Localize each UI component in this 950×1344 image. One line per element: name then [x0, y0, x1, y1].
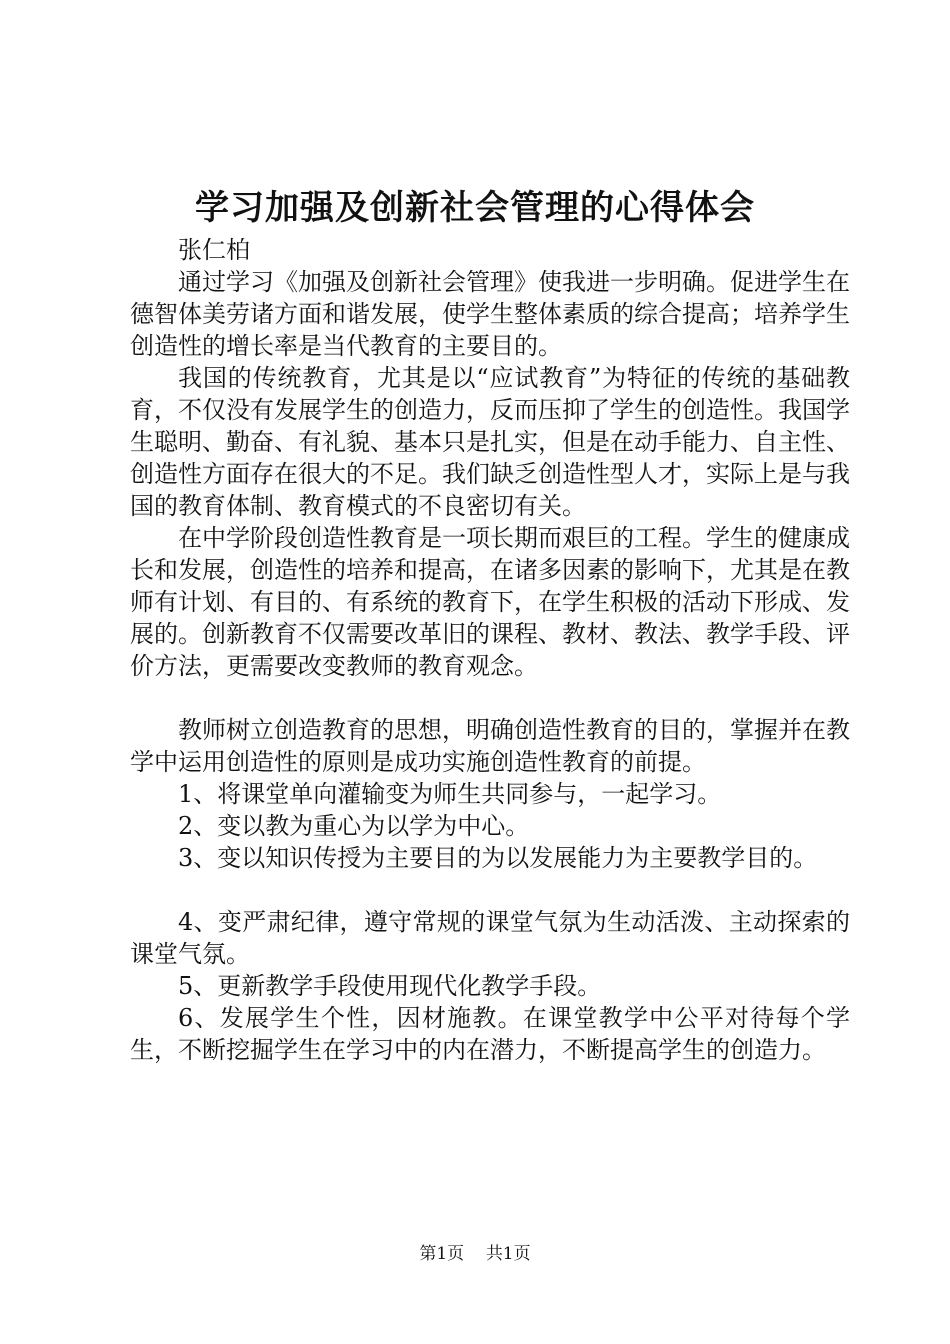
author-name: 张仁柏 — [178, 236, 250, 264]
blank-line — [130, 682, 850, 714]
blank-line — [130, 874, 850, 906]
paragraph: 教师树立创造教育的思想，明确创造性教育的目的，掌握并在教学中运用创造性的原则是成功实施创造性教育的前提。 — [130, 716, 850, 776]
paragraph: 通过学习《加强及创新社会管理》使我进一步明确。促进学生在德智体美劳诸方面和谐发展，使学生整体素质的综合提高；培养学生创造性的增长率是当代教育的主要目的。 — [130, 268, 850, 360]
page-number: 第1页 — [419, 1244, 465, 1264]
list-item: 4、变严肃纪律，遵守常规的课堂气氛为生动活泼、主动探索的课堂气氛。 — [130, 908, 850, 968]
list-item: 3、变以知识传授为主要目的为以发展能力为主要教学目的。 — [178, 844, 818, 872]
list-item: 5、更新教学手段使用现代化教学手段。 — [178, 972, 602, 1000]
page-total: 共1页 — [485, 1244, 531, 1264]
document-body — [130, 234, 850, 1066]
list-item: 2、变以教为重心为以学为中心。 — [178, 812, 530, 840]
paragraph: 我国的传统教育，尤其是以“应试教育”为特征的传统的基础教育，不仅没有发展学生的创造力，反而压抑了学生的创造性。我国学生聪明、勤奋、有礼貌、基本只是扎实，但是在动手能力、自主性、创造性方面存在很大的不足。我们缺乏创造性型人才，实际上是与我国的教育体制、教育模式的不良密切有关。 — [130, 364, 850, 520]
list-item: 6、发展学生个性，因材施教。在课堂教学中公平对待每个学生，不断挖掘学生在学习中的内在潜力，不断提高学生的创造力。 — [130, 1004, 850, 1064]
list-item: 1、将课堂单向灌输变为师生共同参与，一起学习。 — [178, 780, 722, 808]
paragraph: 在中学阶段创造性教育是一项长期而艰巨的工程。学生的健康成长和发展，创造性的培养和提高，在诸多因素的影响下，尤其是在教师有计划、有目的、有系统的教育下，在学生积极的活动下形成、发展的。创新教育不仅需要改革旧的课程、教材、教法、教学手段、评价方法，更需要改变教师的教育观念。 — [130, 524, 850, 680]
page-footer — [0, 1243, 950, 1265]
document-title: 学习加强及创新社会管理的心得体会 — [195, 188, 755, 228]
